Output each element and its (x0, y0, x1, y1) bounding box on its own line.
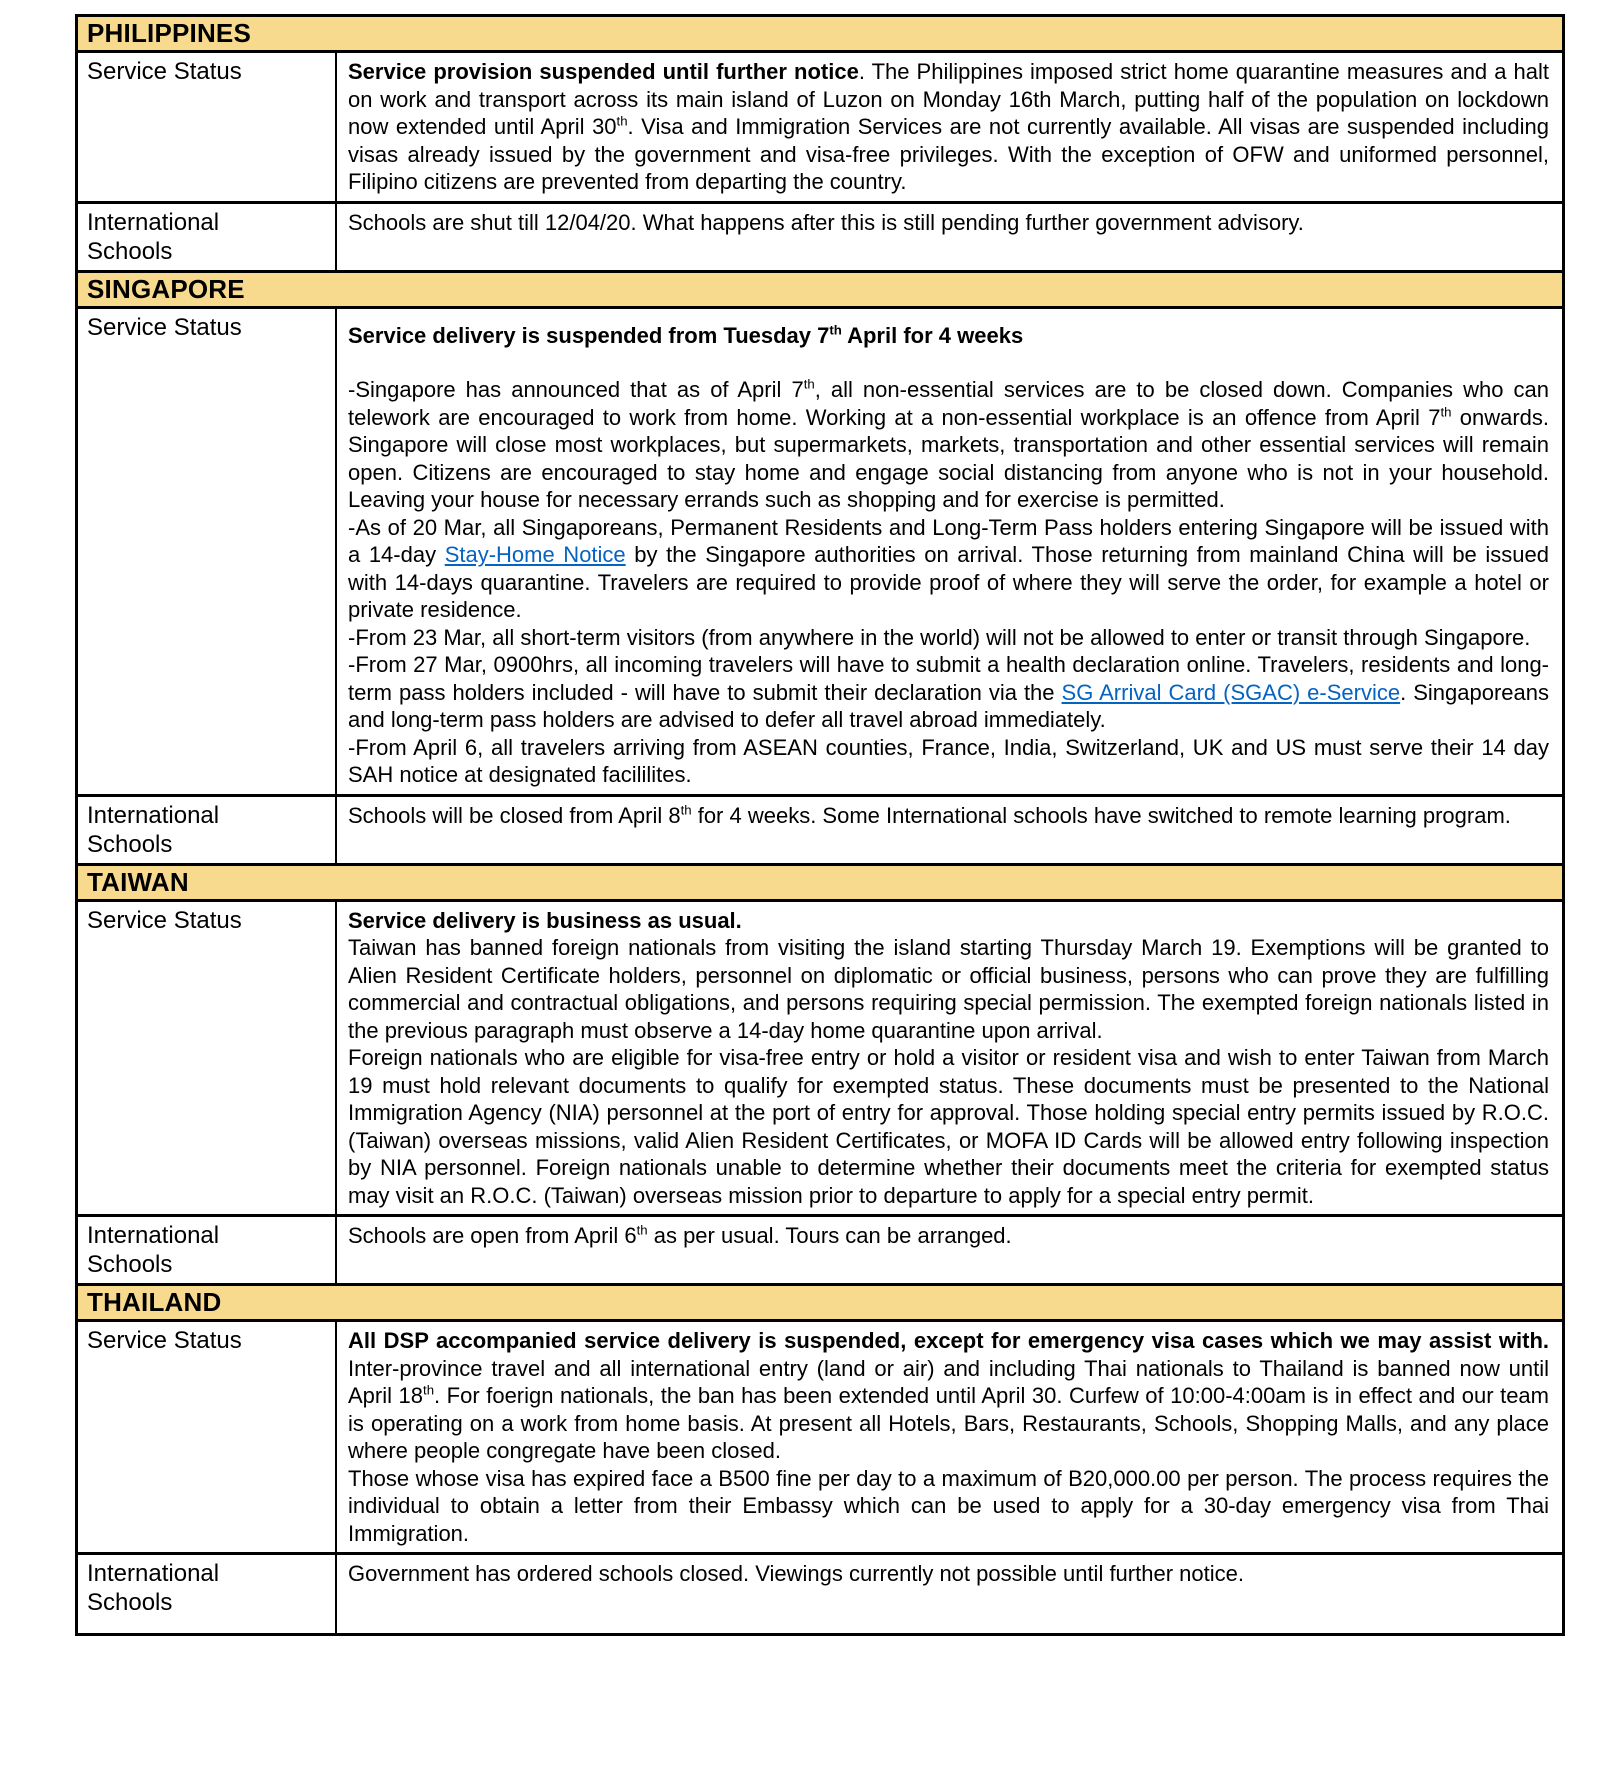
row-label-cell (78, 309, 337, 794)
text-run: April for 4 weeks (841, 322, 1024, 348)
service-status-row (78, 1322, 1562, 1555)
international-schools-content (337, 204, 1562, 270)
section-thailand (78, 1286, 1562, 1633)
row-label-text: Service Status (87, 906, 242, 934)
international-schools-row (78, 797, 1562, 866)
row-label-text: Service Status (87, 313, 242, 341)
paragraph (348, 802, 1549, 830)
stay-home-notice-link[interactable]: Stay-Home Notice (444, 542, 626, 567)
international-schools-content (337, 1555, 1562, 1633)
text-run: . The Philippines imposed strict home quarantine measures and a halt on work and transport across its main island of Luzon on Monday 16th March, putting half of the population on lockdown now extended until April 30 (348, 59, 1549, 139)
paragraph (348, 1560, 1549, 1588)
text-run: . Visa and Immigration Services are not currently available. All visas are suspended including visas already issued by the government and visa-free privileges. With the exception of OFW and uniformed personnel, Filipino citizens are prevented from departing the country. (348, 114, 1549, 194)
text-run: as per usual. Tours can be arranged. (647, 1223, 1012, 1248)
section-singapore (78, 273, 1562, 866)
row-label-cell (78, 1217, 337, 1283)
row-label-cell (78, 53, 337, 201)
text-run: -From April 6, all travelers arriving from ASEAN counties, France, India, Switzerland, UK and US must serve their 14 day SAH notice at designated facililites. (348, 734, 1549, 787)
sg-arrival-card-link[interactable]: SG Arrival Card (SGAC) e-Service (1061, 679, 1401, 705)
superscript-text: th (1440, 404, 1452, 420)
text-run: Schools are open from April 6 (348, 1223, 637, 1248)
service-status-content (337, 53, 1562, 201)
international-schools-row (78, 1217, 1562, 1286)
row-label-text: International Schools (87, 1560, 220, 1616)
country-header-singapore (78, 273, 1562, 309)
paragraph (348, 934, 1549, 1044)
country-name: PHILIPPINES (87, 18, 252, 48)
text-run: . For foerign nationals, the ban has been extended until April 30. Curfew of 10:00-4:00am is in effect and our team is operating on a work from home basis. At present all Hotels, Bars, Restaurants, Schools, Shopping Malls, and any place where people congregate have been closed. (348, 1383, 1549, 1463)
service-status-content (337, 1322, 1562, 1552)
row-label-cell (78, 1555, 337, 1633)
superscript-text: th (636, 1222, 648, 1238)
section-philippines (78, 17, 1562, 273)
superscript-text: th (829, 322, 842, 338)
paragraph (348, 1465, 1549, 1548)
country-status-table (75, 14, 1565, 1636)
superscript-text: th (423, 1382, 435, 1398)
text-run: -As of 20 Mar, all Singaporeans, Permanent Residents and Long-Term Pass holders entering Singapore will be issued with a 14-day (348, 514, 1549, 567)
service-status-row (78, 902, 1562, 1218)
international-schools-content (337, 797, 1562, 863)
text-run: , all non-essential services are to be closed down. Companies who can telework are encouraged to work from home. Working at a non-essential workplace is an offence from April 7 (348, 377, 1549, 430)
text-run: Those whose visa has expired face a B500 fine per day to a maximum of B20,000.00 per person. The process requires the individual to obtain a letter from their Embassy which can be used to apply for a 30-day emergency visa from Thai Immigration. (348, 1465, 1549, 1546)
paragraph (348, 907, 1549, 935)
text-run: for 4 weeks. Some International schools have switched to remote learning program. (691, 802, 1511, 828)
paragraph (348, 734, 1549, 789)
superscript-text: th (680, 802, 692, 818)
paragraph (348, 1222, 1549, 1250)
text-run: by the Singapore authorities on arrival. Those returning from mainland China will be issued with 14-days quarantine. Travelers are required to provide proof of where they will serve the order, for example a hotel or private residence. (348, 542, 1549, 622)
row-label-cell (78, 1322, 337, 1552)
text-run: Service provision suspended until further notice (348, 59, 859, 84)
paragraph (348, 1044, 1549, 1209)
paragraph (348, 314, 1549, 350)
country-header-taiwan (78, 866, 1562, 902)
text-run: . Singaporeans and long-term pass holders are advised to defer all travel abroad immediately. (348, 679, 1549, 732)
row-label-cell (78, 204, 337, 270)
row-label-text: International Schools (87, 801, 220, 858)
text-run: Service delivery is suspended from Tuesday 7 (348, 322, 830, 348)
country-name: THAILAND (87, 1287, 222, 1317)
service-status-row (78, 53, 1562, 204)
text-run: Taiwan has banned foreign nationals from visiting the island starting Thursday March 19. Exemptions will be granted to Alien Resident Certificate holders, personnel on diplomatic or official business, persons who can prove they are fulfilling commercial and contractual obligations, and persons requiring special permission. The exempted foreign nationals listed in the previous paragraph must observe a 14-day home quarantine upon arrival. (348, 935, 1549, 1043)
service-status-row (78, 309, 1562, 797)
text-run: Government has ordered schools closed. Viewings currently not possible until further notice. (348, 1561, 1244, 1586)
service-status-content (337, 902, 1562, 1215)
country-header-thailand (78, 1286, 1562, 1322)
row-label-text: International Schools (87, 208, 220, 265)
text-run: Inter-province travel and all international entry (land or air) and including Thai nationals to Thailand is banned now until April 18 (348, 1355, 1549, 1408)
superscript-text: th (803, 376, 815, 392)
country-name: TAIWAN (87, 866, 189, 897)
country-header-philippines (78, 17, 1562, 53)
superscript-text: th (616, 113, 628, 129)
paragraph (348, 209, 1549, 237)
text-run: Foreign nationals who are eligible for visa-free entry or hold a visitor or resident visa and wish to enter Taiwan from March 19 must hold relevant documents to qualify for exempted status. These documents must be presented to the National Immigration Agency (NIA) personnel at the port of entry for approval. Those holding special entry permits issued by R.O.C. (Taiwan) overseas missions, valid Alien Resident Certificates, or MOFA ID Cards will be allowed entry following inspection by NIA personnel. Foreign nationals unable to determine whether their documents meet the criteria for exempted status may visit an R.O.C. (Taiwan) overseas mission prior to departure to apply for a special entry permit. (348, 1045, 1549, 1208)
country-name: SINGAPORE (87, 273, 245, 304)
international-schools-row (78, 1555, 1562, 1633)
text-run: Schools will be closed from April 8 (348, 802, 681, 828)
row-label-text: Service Status (87, 58, 242, 85)
paragraph (348, 376, 1549, 514)
text-run: -From 27 Mar, 0900hrs, all incoming travelers will have to submit a health declaration online. Travelers, residents and long-term pass holders included - will have to submit their declaration via the (348, 652, 1549, 705)
international-schools-content (337, 1217, 1562, 1283)
row-label-text: Service Status (87, 1327, 242, 1354)
section-taiwan (78, 866, 1562, 1287)
text-run: All DSP accompanied service delivery is suspended, except for emergency visa cases which we may assist with. (348, 1328, 1549, 1353)
text-run: onwards. Singapore will close most workplaces, but supermarkets, markets, transportation and other essential services will remain open. Citizens are encouraged to stay home and engage social distancing from anyone who is not in your household. Leaving your house for necessary errands such as shopping and for exercise is permitted. (348, 404, 1549, 512)
paragraph (348, 651, 1549, 734)
text-run: -From 23 Mar, all short-term visitors (from anywhere in the world) will not be allowed to enter or transit through Singapore. (348, 624, 1531, 650)
row-label-cell (78, 902, 337, 1215)
paragraph (348, 1327, 1549, 1465)
text-run: Service delivery is business as usual. (348, 907, 742, 933)
text-run: -Singapore has announced that as of April 7 (348, 377, 804, 402)
row-label-cell (78, 797, 337, 863)
row-label-text: International Schools (87, 1222, 220, 1278)
text-run: Schools are shut till 12/04/20. What happens after this is still pending further government advisory. (348, 209, 1304, 235)
service-status-content (337, 309, 1562, 794)
paragraph (348, 58, 1549, 196)
international-schools-row (78, 204, 1562, 273)
paragraph (348, 624, 1549, 652)
paragraph (348, 514, 1549, 624)
